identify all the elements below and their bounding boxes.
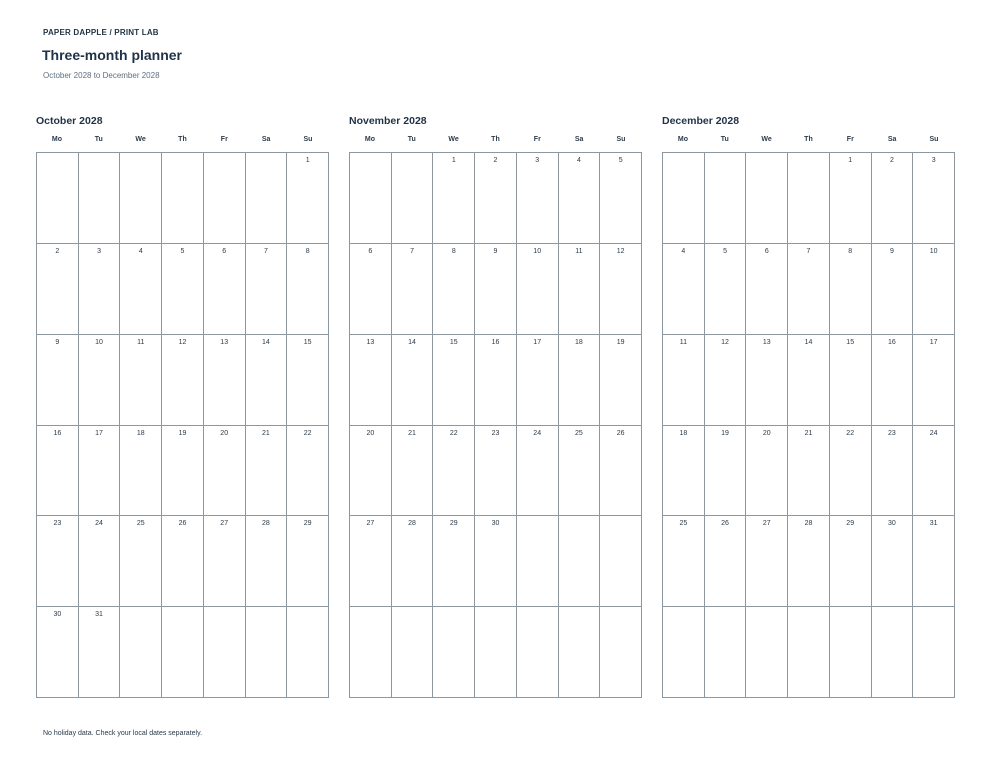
page-title: Three-month planner <box>42 47 183 63</box>
month-title: November 2028 <box>349 115 427 127</box>
day-cell <box>79 153 121 244</box>
day-number: 18 <box>575 338 583 346</box>
day-number: 29 <box>449 520 458 528</box>
day-number: 7 <box>410 247 415 255</box>
day-cell <box>475 335 517 426</box>
day-cell <box>913 607 955 698</box>
weekday-label: We <box>761 136 772 143</box>
day-cell <box>79 335 121 426</box>
weekday-label: Sa <box>574 136 584 143</box>
day-cell <box>746 153 788 244</box>
weekday-label: Th <box>178 136 187 143</box>
day-number: 31 <box>929 520 938 528</box>
day-number: 29 <box>303 520 312 528</box>
weekday-header-row <box>662 134 955 146</box>
day-number: 16 <box>888 338 896 346</box>
day-cell <box>350 607 392 698</box>
day-number: 15 <box>449 338 458 346</box>
month-calendar <box>36 114 329 698</box>
day-number: 4 <box>681 247 686 255</box>
day-number: 27 <box>220 520 229 528</box>
day-cell <box>705 153 747 244</box>
day-number: 20 <box>220 429 229 437</box>
day-cell <box>162 516 204 607</box>
day-number: 21 <box>262 429 270 437</box>
day-cell <box>37 244 79 335</box>
weekday-label: Fr <box>846 136 854 143</box>
day-cell <box>392 426 434 517</box>
day-cell <box>79 426 121 517</box>
day-cell <box>204 244 246 335</box>
day-number: 23 <box>491 429 500 437</box>
day-number: 10 <box>929 247 938 255</box>
day-cell <box>559 244 601 335</box>
day-cell <box>872 426 914 517</box>
day-number: 3 <box>931 157 936 164</box>
weekday-label: Th <box>804 136 813 143</box>
day-cell <box>559 607 601 698</box>
day-number: 5 <box>618 157 623 164</box>
weekday-label: We <box>135 136 146 143</box>
month-calendar <box>662 114 955 698</box>
day-cell <box>600 153 642 244</box>
day-cell <box>287 426 329 517</box>
weekday-label: Fr <box>533 136 541 143</box>
day-number: 13 <box>762 338 771 346</box>
day-cell <box>37 335 79 426</box>
day-number: 20 <box>366 429 375 437</box>
weekday-label: Sa <box>887 136 897 143</box>
day-cell <box>246 426 288 517</box>
day-cell <box>600 335 642 426</box>
day-cell <box>600 244 642 335</box>
weekday-label: Tu <box>407 136 416 143</box>
day-cell <box>246 153 288 244</box>
day-number: 16 <box>491 338 500 346</box>
day-cell <box>600 426 642 517</box>
day-cell <box>392 335 434 426</box>
day-cell <box>350 244 392 335</box>
day-cell <box>79 516 121 607</box>
month-calendar <box>349 114 642 698</box>
day-number: 28 <box>804 520 813 528</box>
day-cell <box>663 426 705 517</box>
day-number: 18 <box>679 429 688 437</box>
date-range-subtitle: October 2028 to December 2028 <box>43 71 160 80</box>
day-number: 8 <box>305 247 310 255</box>
day-number: 30 <box>888 520 896 528</box>
day-cell <box>350 426 392 517</box>
day-cell <box>392 244 434 335</box>
day-cell <box>600 607 642 698</box>
day-number: 24 <box>95 520 103 528</box>
day-number: 16 <box>53 429 62 437</box>
weekday-label: Fr <box>220 136 228 143</box>
day-cell <box>663 244 705 335</box>
month-title: October 2028 <box>36 115 103 127</box>
day-number: 6 <box>368 247 373 255</box>
day-cell <box>204 153 246 244</box>
day-cell <box>287 335 329 426</box>
day-cell <box>162 607 204 698</box>
day-cell <box>433 426 475 517</box>
day-cell <box>475 153 517 244</box>
day-cell <box>830 244 872 335</box>
weekday-label: Mo <box>677 136 688 143</box>
day-number: 22 <box>449 429 458 437</box>
day-cell <box>79 607 121 698</box>
day-number: 18 <box>136 429 145 437</box>
day-cell <box>120 516 162 607</box>
weekday-label: Tu <box>720 136 729 143</box>
day-number: 14 <box>262 338 270 346</box>
day-cell <box>246 244 288 335</box>
day-number: 17 <box>929 338 938 346</box>
day-number: 3 <box>97 247 102 255</box>
weekday-label: Th <box>491 136 500 143</box>
day-cell <box>517 516 559 607</box>
day-number: 6 <box>222 247 227 255</box>
day-number: 13 <box>220 338 229 346</box>
day-cell <box>830 153 872 244</box>
day-cell <box>872 335 914 426</box>
day-cell <box>559 153 601 244</box>
day-number: 17 <box>95 429 103 437</box>
day-number: 26 <box>178 520 187 528</box>
day-cell <box>37 426 79 517</box>
day-cell <box>913 426 955 517</box>
day-cell <box>746 516 788 607</box>
day-number: 23 <box>888 429 896 437</box>
day-cell <box>350 516 392 607</box>
day-cell <box>517 244 559 335</box>
day-number: 2 <box>889 157 894 164</box>
day-number: 15 <box>303 338 312 346</box>
day-number: 28 <box>262 520 270 528</box>
day-cell <box>120 607 162 698</box>
day-cell <box>287 516 329 607</box>
day-cell <box>559 426 601 517</box>
day-cell <box>872 153 914 244</box>
day-cell <box>433 516 475 607</box>
day-cell <box>433 244 475 335</box>
weekday-label: Tu <box>94 136 103 143</box>
day-cell <box>433 607 475 698</box>
day-cell <box>162 426 204 517</box>
day-number: 4 <box>576 157 581 164</box>
brand-label: PAPER DAPPLE / PRINT LAB <box>43 28 159 37</box>
day-number: 9 <box>889 247 894 255</box>
day-cell <box>872 516 914 607</box>
day-cell <box>705 607 747 698</box>
day-number: 24 <box>929 429 938 437</box>
footnote: No holiday data. Check your local dates separately. <box>43 730 203 737</box>
day-cell <box>162 244 204 335</box>
day-number: 25 <box>575 429 583 437</box>
day-cell <box>120 335 162 426</box>
day-number: 13 <box>366 338 375 346</box>
day-number: 19 <box>721 429 729 437</box>
day-cell <box>913 244 955 335</box>
day-cell <box>287 244 329 335</box>
day-number: 7 <box>806 247 811 255</box>
day-cell <box>79 244 121 335</box>
day-number: 6 <box>764 247 769 255</box>
day-cell <box>559 335 601 426</box>
day-cell <box>204 516 246 607</box>
day-cell <box>913 516 955 607</box>
day-cell <box>246 335 288 426</box>
day-cell <box>475 426 517 517</box>
day-cell <box>788 153 830 244</box>
day-number: 1 <box>451 157 456 164</box>
day-number: 12 <box>616 247 625 255</box>
day-cell <box>788 516 830 607</box>
day-cell <box>204 607 246 698</box>
day-cell <box>162 335 204 426</box>
day-cell <box>788 244 830 335</box>
day-number: 19 <box>616 338 625 346</box>
day-number: 2 <box>493 157 498 164</box>
day-cell <box>37 516 79 607</box>
day-cell <box>705 426 747 517</box>
day-cell <box>475 244 517 335</box>
day-number: 1 <box>848 157 853 164</box>
day-cell <box>746 426 788 517</box>
day-cell <box>830 335 872 426</box>
day-cell <box>705 244 747 335</box>
day-grid <box>349 152 642 698</box>
day-cell <box>788 607 830 698</box>
day-number: 30 <box>53 611 62 619</box>
day-cell <box>120 426 162 517</box>
day-cell <box>872 244 914 335</box>
day-number: 4 <box>138 247 143 255</box>
day-cell <box>120 244 162 335</box>
day-cell <box>392 153 434 244</box>
day-cell <box>475 516 517 607</box>
day-number: 15 <box>846 338 855 346</box>
day-number: 21 <box>804 429 813 437</box>
day-cell <box>433 153 475 244</box>
day-cell <box>559 516 601 607</box>
day-cell <box>517 607 559 698</box>
day-number: 7 <box>263 247 268 255</box>
day-number: 25 <box>679 520 688 528</box>
weekday-label: Sa <box>261 136 271 143</box>
day-number: 5 <box>180 247 185 255</box>
day-number: 11 <box>679 338 687 346</box>
day-number: 10 <box>95 338 103 346</box>
day-cell <box>830 607 872 698</box>
weekday-label: Mo <box>364 136 375 143</box>
day-cell <box>246 607 288 698</box>
day-grid <box>36 152 329 698</box>
day-number: 25 <box>136 520 145 528</box>
day-number: 27 <box>762 520 771 528</box>
weekday-label: Su <box>929 136 939 143</box>
day-number: 8 <box>451 247 456 255</box>
day-number: 27 <box>366 520 375 528</box>
day-number: 14 <box>804 338 813 346</box>
day-number: 14 <box>408 338 416 346</box>
day-cell <box>663 335 705 426</box>
day-number: 22 <box>846 429 855 437</box>
day-grid <box>662 152 955 698</box>
day-number: 12 <box>178 338 187 346</box>
day-cell <box>350 153 392 244</box>
day-number: 21 <box>408 429 416 437</box>
day-cell <box>663 153 705 244</box>
day-cell <box>204 335 246 426</box>
day-cell <box>287 607 329 698</box>
day-cell <box>392 516 434 607</box>
day-cell <box>788 426 830 517</box>
day-number: 22 <box>303 429 312 437</box>
day-number: 9 <box>55 338 60 346</box>
day-cell <box>705 335 747 426</box>
day-cell <box>517 335 559 426</box>
day-number: 11 <box>137 338 145 346</box>
day-number: 28 <box>408 520 416 528</box>
day-number: 3 <box>535 157 540 164</box>
day-number: 19 <box>178 429 187 437</box>
day-cell <box>746 335 788 426</box>
month-title: December 2028 <box>662 115 740 127</box>
day-cell <box>663 516 705 607</box>
day-cell <box>705 516 747 607</box>
day-number: 29 <box>846 520 855 528</box>
day-number: 24 <box>533 429 542 437</box>
day-number: 26 <box>721 520 729 528</box>
day-cell <box>287 153 329 244</box>
weekday-label: We <box>448 136 459 143</box>
day-number: 1 <box>305 157 310 164</box>
day-cell <box>663 607 705 698</box>
day-cell <box>37 607 79 698</box>
weekday-label: Su <box>303 136 313 143</box>
day-cell <box>830 516 872 607</box>
day-number: 10 <box>533 247 542 255</box>
day-cell <box>433 335 475 426</box>
day-cell <box>788 335 830 426</box>
day-cell <box>517 153 559 244</box>
day-cell <box>872 607 914 698</box>
day-number: 20 <box>762 429 771 437</box>
weekday-header-row <box>349 134 642 146</box>
day-number: 11 <box>575 247 583 255</box>
day-number: 2 <box>55 247 60 255</box>
day-cell <box>600 516 642 607</box>
day-cell <box>830 426 872 517</box>
weekday-label: Su <box>616 136 626 143</box>
day-cell <box>913 153 955 244</box>
day-cell <box>350 335 392 426</box>
day-cell <box>746 607 788 698</box>
day-cell <box>913 335 955 426</box>
day-cell <box>37 153 79 244</box>
day-cell <box>204 426 246 517</box>
day-cell <box>475 607 517 698</box>
day-cell <box>392 607 434 698</box>
day-number: 12 <box>721 338 729 346</box>
day-number: 30 <box>491 520 500 528</box>
day-number: 23 <box>53 520 62 528</box>
day-number: 17 <box>533 338 542 346</box>
day-cell <box>162 153 204 244</box>
day-cell <box>246 516 288 607</box>
day-number: 9 <box>493 247 498 255</box>
day-number: 5 <box>723 247 728 255</box>
day-cell <box>120 153 162 244</box>
day-number: 26 <box>616 429 625 437</box>
day-number: 31 <box>95 611 103 619</box>
day-number: 8 <box>848 247 853 255</box>
weekday-header-row <box>36 134 329 146</box>
day-cell <box>517 426 559 517</box>
day-cell <box>746 244 788 335</box>
weekday-label: Mo <box>51 136 62 143</box>
